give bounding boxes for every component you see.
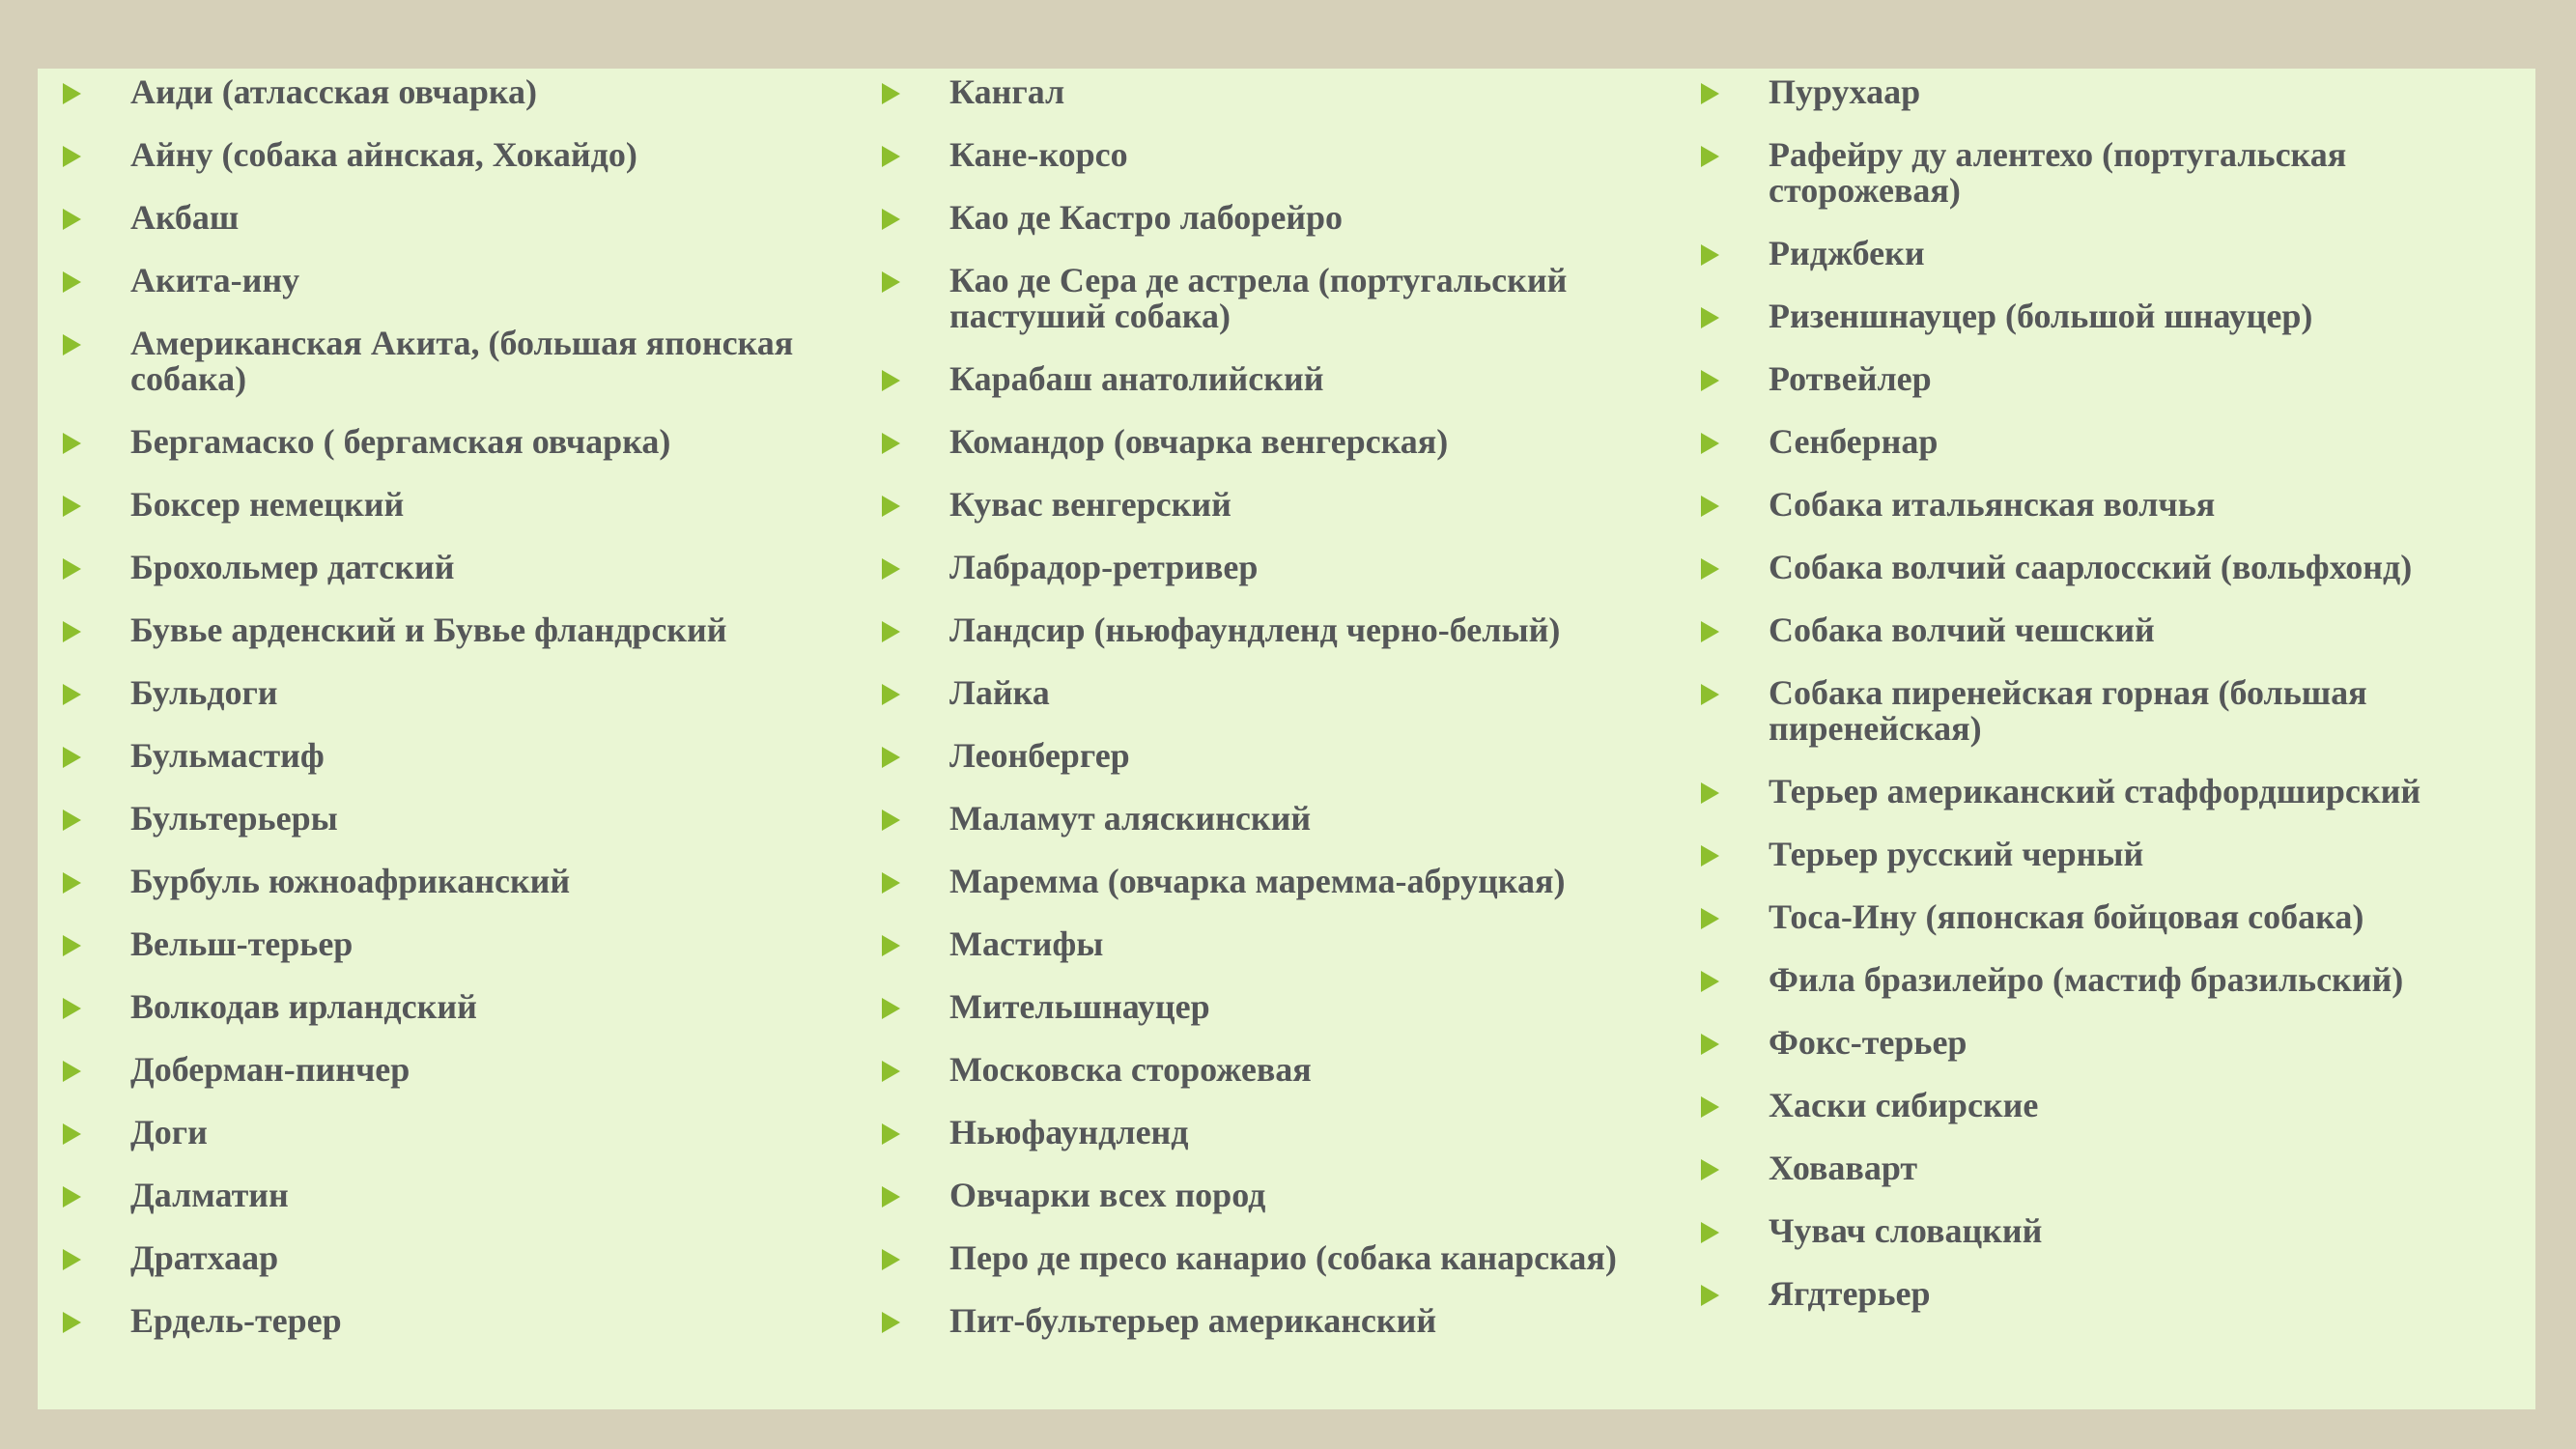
triangle-bullet-icon bbox=[63, 83, 81, 104]
triangle-bullet-icon bbox=[1701, 1285, 1719, 1306]
breed-name: Командор (овчарка венгерская) bbox=[949, 422, 1449, 461]
triangle-bullet-icon bbox=[882, 935, 900, 956]
triangle-bullet-icon bbox=[1701, 558, 1719, 580]
triangle-bullet-icon bbox=[63, 1186, 81, 1208]
list-item bbox=[38, 1240, 859, 1276]
list-item bbox=[857, 864, 1726, 899]
breed-name: Собака волчий чешский bbox=[1769, 611, 2155, 649]
breed-name: Као де Кастро лаборейро bbox=[949, 198, 1344, 237]
breed-name: Боксер немецкий bbox=[130, 485, 405, 524]
list-item bbox=[1676, 236, 2535, 271]
triangle-bullet-icon bbox=[1701, 433, 1719, 454]
triangle-bullet-icon bbox=[63, 1061, 81, 1082]
triangle-bullet-icon bbox=[1701, 146, 1719, 167]
list-item bbox=[857, 424, 1726, 460]
list-item bbox=[38, 263, 859, 298]
breed-name: Волкодав ирландский bbox=[130, 987, 477, 1026]
list-item bbox=[857, 926, 1726, 962]
breed-name: Тоса-Ину (японская бойцовая собака) bbox=[1769, 897, 2364, 936]
triangle-bullet-icon bbox=[1701, 1159, 1719, 1180]
list-item bbox=[38, 74, 859, 110]
triangle-bullet-icon bbox=[1701, 1096, 1719, 1118]
breed-name: Доберман-пинчер bbox=[130, 1050, 410, 1089]
list-item bbox=[1676, 612, 2535, 648]
breed-name: Ховаварт bbox=[1769, 1149, 1918, 1187]
list-item bbox=[38, 1052, 859, 1088]
breed-name: Хаски сибирские bbox=[1769, 1086, 2039, 1124]
triangle-bullet-icon bbox=[63, 621, 81, 642]
list-item bbox=[1676, 1151, 2535, 1186]
list-item bbox=[38, 137, 859, 173]
breed-name: Леонбергер bbox=[949, 736, 1130, 775]
breed-name: Лабрадор-ретривер bbox=[949, 548, 1259, 586]
list-item bbox=[38, 1303, 859, 1339]
list-item bbox=[38, 801, 859, 837]
list-item bbox=[38, 926, 859, 962]
list-item bbox=[857, 1115, 1726, 1151]
breed-name: Фокс-терьер bbox=[1769, 1023, 1967, 1062]
triangle-bullet-icon bbox=[882, 1249, 900, 1270]
triangle-bullet-icon bbox=[63, 684, 81, 705]
triangle-bullet-icon bbox=[1701, 244, 1719, 266]
triangle-bullet-icon bbox=[1701, 845, 1719, 867]
breed-name: Пит-бультерьер американский bbox=[949, 1301, 1437, 1340]
triangle-bullet-icon bbox=[882, 872, 900, 894]
breed-name: Брохольмер датский bbox=[130, 548, 455, 586]
triangle-bullet-icon bbox=[63, 747, 81, 768]
breed-name: Мастифы bbox=[949, 924, 1104, 963]
triangle-bullet-icon bbox=[63, 935, 81, 956]
list-item bbox=[1676, 962, 2535, 998]
triangle-bullet-icon bbox=[1701, 782, 1719, 804]
list-item bbox=[38, 738, 859, 774]
triangle-bullet-icon bbox=[63, 334, 81, 355]
triangle-bullet-icon bbox=[882, 810, 900, 831]
list-item bbox=[857, 1240, 1726, 1276]
breed-name: Чувач словацкий bbox=[1769, 1211, 2043, 1250]
list-item bbox=[1676, 899, 2535, 935]
list-item bbox=[1676, 424, 2535, 460]
triangle-bullet-icon bbox=[882, 747, 900, 768]
breed-name: Ризеншнауцер (большой шнауцер) bbox=[1769, 297, 2313, 335]
list-item bbox=[857, 612, 1726, 648]
list-item bbox=[857, 1052, 1726, 1088]
triangle-bullet-icon bbox=[63, 998, 81, 1019]
breed-name: Рафейру ду алентехо (португальская сторожевая) bbox=[1769, 135, 2347, 210]
triangle-bullet-icon bbox=[63, 433, 81, 454]
list-item bbox=[1676, 1213, 2535, 1249]
list-item bbox=[1676, 487, 2535, 523]
breed-name: Бультерьеры bbox=[130, 799, 338, 838]
breed-name: Собака итальянская волчья bbox=[1769, 485, 2216, 524]
triangle-bullet-icon bbox=[882, 370, 900, 391]
slide-content-area bbox=[38, 69, 2535, 1409]
list-item bbox=[857, 738, 1726, 774]
breed-name: Кане-корсо bbox=[949, 135, 1128, 174]
triangle-bullet-icon bbox=[882, 1186, 900, 1208]
breed-name: Московска сторожевая bbox=[949, 1050, 1312, 1089]
triangle-bullet-icon bbox=[63, 558, 81, 580]
breed-name: Ягдтерьер bbox=[1769, 1274, 1931, 1313]
breed-name: Собака пиренейская горная (большая пиренейская) bbox=[1769, 673, 2367, 748]
triangle-bullet-icon bbox=[882, 496, 900, 517]
triangle-bullet-icon bbox=[63, 1249, 81, 1270]
breed-name: Лайка bbox=[949, 673, 1050, 712]
triangle-bullet-icon bbox=[882, 998, 900, 1019]
triangle-bullet-icon bbox=[1701, 971, 1719, 992]
breed-list-column-3 bbox=[1676, 74, 2535, 1339]
triangle-bullet-icon bbox=[1701, 621, 1719, 642]
breed-name: Бергамаско ( бергамская овчарка) bbox=[130, 422, 671, 461]
list-item bbox=[857, 550, 1726, 585]
list-item bbox=[857, 263, 1726, 334]
breed-name: Ландсир (ньюфаундленд черно-белый) bbox=[949, 611, 1561, 649]
list-item bbox=[1676, 837, 2535, 872]
triangle-bullet-icon bbox=[882, 209, 900, 230]
breed-name: Аиди (атласская овчарка) bbox=[130, 72, 538, 111]
triangle-bullet-icon bbox=[882, 1312, 900, 1333]
triangle-bullet-icon bbox=[63, 1312, 81, 1333]
list-item bbox=[1676, 137, 2535, 209]
triangle-bullet-icon bbox=[882, 1061, 900, 1082]
breed-name: Фила бразилейро (мастиф бразильский) bbox=[1769, 960, 2404, 999]
list-item bbox=[857, 675, 1726, 711]
list-item bbox=[857, 1178, 1726, 1213]
breed-name: Кангал bbox=[949, 72, 1065, 111]
breed-name: Бувье арденский и Бувье фландрский bbox=[130, 611, 727, 649]
breed-name: Собака волчий саарлосский (вольфхонд) bbox=[1769, 548, 2413, 586]
list-item bbox=[857, 74, 1726, 110]
list-item bbox=[1676, 361, 2535, 397]
triangle-bullet-icon bbox=[882, 684, 900, 705]
breed-name: Бурбуль южноафриканский bbox=[130, 862, 571, 900]
list-item bbox=[1676, 1276, 2535, 1312]
triangle-bullet-icon bbox=[1701, 496, 1719, 517]
list-item bbox=[1676, 1088, 2535, 1123]
triangle-bullet-icon bbox=[1701, 83, 1719, 104]
breed-name: Акбаш bbox=[130, 198, 240, 237]
list-item bbox=[857, 361, 1726, 397]
list-item bbox=[38, 675, 859, 711]
triangle-bullet-icon bbox=[1701, 307, 1719, 328]
triangle-bullet-icon bbox=[63, 209, 81, 230]
list-item bbox=[1676, 74, 2535, 110]
breed-name: Маламут аляскинский bbox=[949, 799, 1312, 838]
list-item bbox=[857, 137, 1726, 173]
breed-name: Ердель-терер bbox=[130, 1301, 342, 1340]
breed-name: Пурухаар bbox=[1769, 72, 1921, 111]
breed-name: Бульдоги bbox=[130, 673, 278, 712]
list-item bbox=[38, 550, 859, 585]
list-item bbox=[38, 864, 859, 899]
list-item bbox=[1676, 298, 2535, 334]
breed-name: Риджбеки bbox=[1769, 234, 1925, 272]
triangle-bullet-icon bbox=[63, 146, 81, 167]
triangle-bullet-icon bbox=[1701, 1222, 1719, 1243]
breed-name: Маремма (овчарка маремма-абруцкая) bbox=[949, 862, 1566, 900]
list-item bbox=[857, 1303, 1726, 1339]
breed-name: Айну (собака айнская, Хокайдо) bbox=[130, 135, 637, 174]
triangle-bullet-icon bbox=[882, 433, 900, 454]
list-item bbox=[857, 801, 1726, 837]
triangle-bullet-icon bbox=[882, 146, 900, 167]
breed-name: Терьер американский стаффордширский bbox=[1769, 772, 2421, 810]
list-item bbox=[1676, 675, 2535, 747]
breed-list-column-2 bbox=[857, 74, 1726, 1366]
list-item bbox=[38, 612, 859, 648]
list-item bbox=[38, 989, 859, 1025]
breed-name: Вельш-терьер bbox=[130, 924, 354, 963]
list-item bbox=[38, 424, 859, 460]
breed-name: Далматин bbox=[130, 1176, 289, 1214]
triangle-bullet-icon bbox=[63, 271, 81, 293]
triangle-bullet-icon bbox=[882, 558, 900, 580]
breed-name: Доги bbox=[130, 1113, 208, 1151]
breed-name: Карабаш анатолийский bbox=[949, 359, 1324, 398]
list-item bbox=[1676, 774, 2535, 810]
breed-name: Кувас венгерский bbox=[949, 485, 1231, 524]
breed-name: Перо де пресо канарио (собака канарская) bbox=[949, 1238, 1617, 1277]
list-item bbox=[857, 487, 1726, 523]
breed-name: Ротвейлер bbox=[1769, 359, 1932, 398]
triangle-bullet-icon bbox=[882, 1123, 900, 1145]
breed-name: Американская Акита, (большая японская собака) bbox=[130, 324, 794, 398]
triangle-bullet-icon bbox=[882, 83, 900, 104]
triangle-bullet-icon bbox=[1701, 684, 1719, 705]
triangle-bullet-icon bbox=[63, 872, 81, 894]
triangle-bullet-icon bbox=[63, 496, 81, 517]
list-item bbox=[38, 1178, 859, 1213]
breed-list-column-1 bbox=[38, 74, 859, 1366]
list-item bbox=[1676, 1025, 2535, 1061]
triangle-bullet-icon bbox=[1701, 370, 1719, 391]
list-item bbox=[38, 487, 859, 523]
triangle-bullet-icon bbox=[882, 621, 900, 642]
breed-name: Мительшнауцер bbox=[949, 987, 1210, 1026]
breed-name: Овчарки всех пород bbox=[949, 1176, 1266, 1214]
breed-name: Ньюфаундленд bbox=[949, 1113, 1189, 1151]
triangle-bullet-icon bbox=[882, 271, 900, 293]
triangle-bullet-icon bbox=[1701, 1034, 1719, 1055]
breed-name: Као де Сера де астрела (португальский пастуший собака) bbox=[949, 261, 1568, 335]
list-item bbox=[38, 326, 859, 397]
list-item bbox=[38, 1115, 859, 1151]
breed-name: Бульмастиф bbox=[130, 736, 325, 775]
list-item bbox=[857, 200, 1726, 236]
list-item bbox=[857, 989, 1726, 1025]
breed-name: Акита-ину bbox=[130, 261, 300, 299]
breed-name: Терьер русский черный bbox=[1769, 835, 2144, 873]
list-item bbox=[38, 200, 859, 236]
breed-name: Сенбернар bbox=[1769, 422, 1939, 461]
breed-name: Дратхаар bbox=[130, 1238, 279, 1277]
list-item bbox=[1676, 550, 2535, 585]
triangle-bullet-icon bbox=[63, 1123, 81, 1145]
triangle-bullet-icon bbox=[63, 810, 81, 831]
triangle-bullet-icon bbox=[1701, 908, 1719, 929]
